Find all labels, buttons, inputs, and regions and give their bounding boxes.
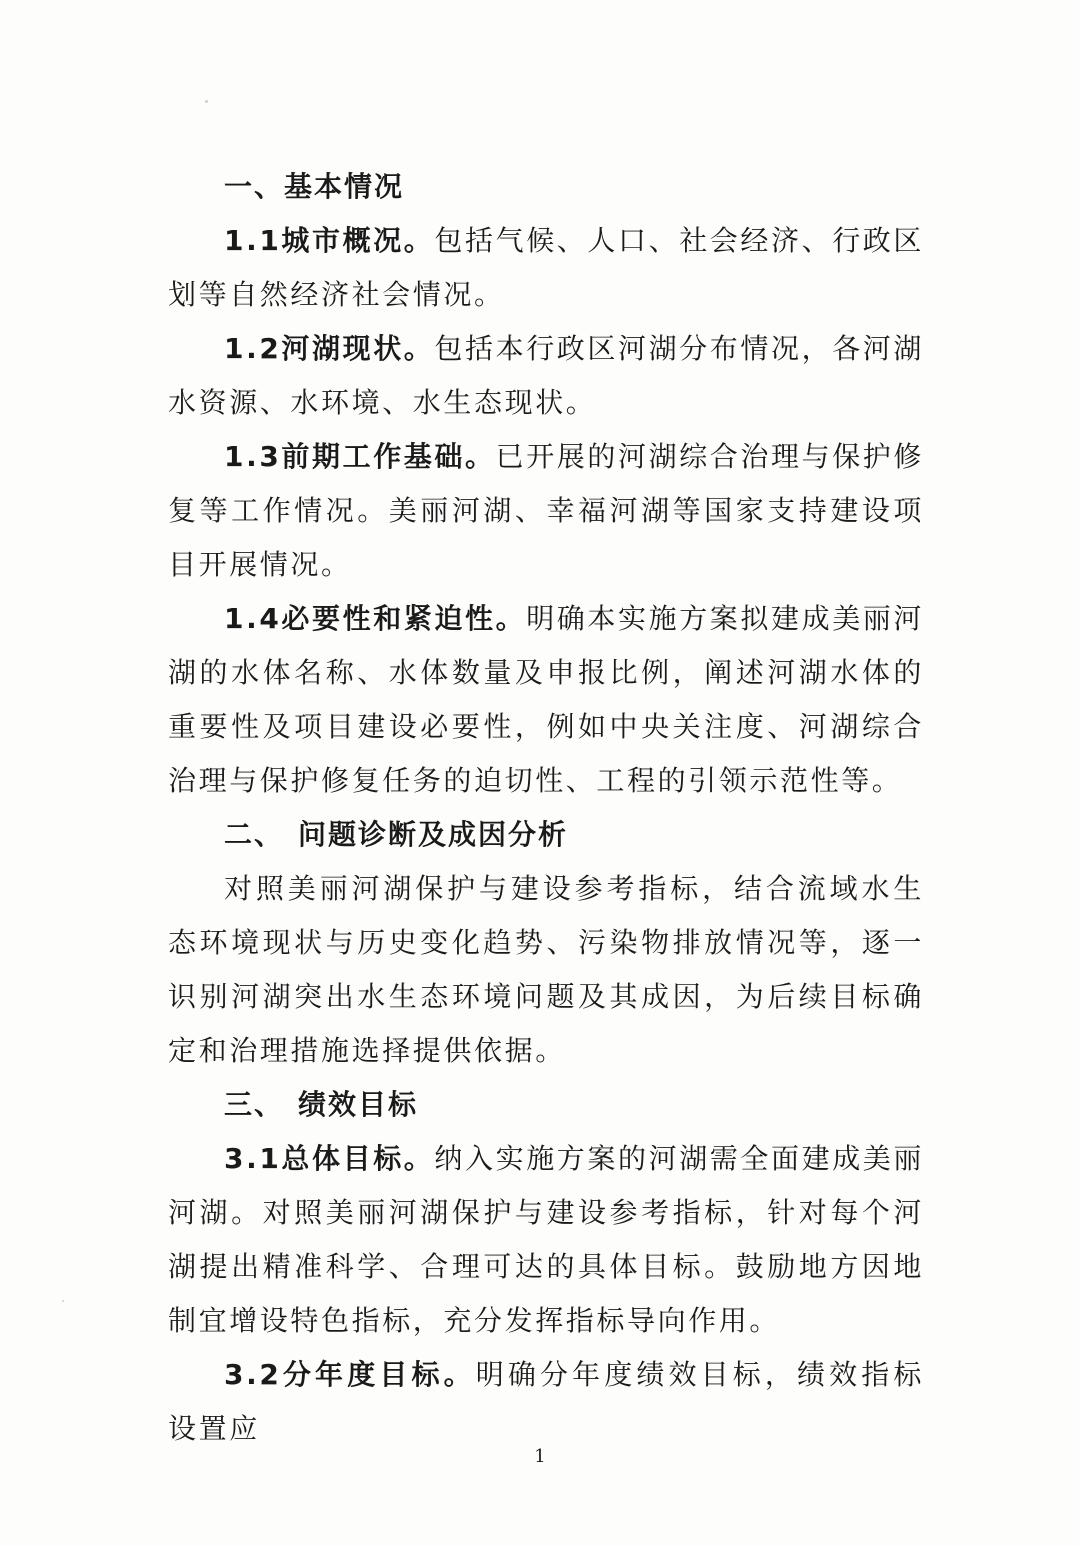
paragraph-label: 1.4必要性和紧迫性。 <box>224 602 527 635</box>
document-body <box>168 160 924 1456</box>
paragraph-problem-diagnosis <box>168 862 924 1078</box>
paragraph-label: 3.1总体目标。 <box>224 1142 435 1175</box>
paragraph-text: 明确分年度绩效目标，绩效指标设置应 <box>168 1358 924 1445</box>
paragraph-label: 1.2河湖现状。 <box>224 332 435 365</box>
paragraph-necessity-urgency <box>168 592 924 808</box>
paragraph-overall-goal <box>168 1132 924 1348</box>
section-heading-number: 二、 <box>224 818 285 851</box>
paragraph-prior-work <box>168 430 924 592</box>
paragraph-annual-goal <box>168 1348 924 1456</box>
section-heading-number: 三、 <box>224 1088 285 1121</box>
section-heading-problem-diagnosis <box>168 808 924 862</box>
section-heading-text: 绩效目标 <box>298 1088 419 1121</box>
paragraph-text: 纳入实施方案的河湖需全面建成美丽河湖。对照美丽河湖保护与建设参考指标，针对每个河湖提出精准科学、合理可达的具体目标。鼓励地方因地制宜增设特色指标，充分发挥指标导向作用。 <box>168 1142 925 1337</box>
section-heading-text: 问题诊断及成因分析 <box>298 818 569 851</box>
paragraph-label: 1.3前期工作基础。 <box>224 440 496 473</box>
paragraph-text: 已开展的河湖综合治理与保护修复等工作情况。美丽河湖、幸福河湖等国家支持建设项目开展情况。 <box>168 440 925 581</box>
paragraph-label: 1.1城市概况。 <box>224 224 435 257</box>
paragraph-label: 3.2分年度目标。 <box>224 1358 476 1391</box>
paragraph-text: 明确本实施方案拟建成美丽河湖的水体名称、水体数量及申报比例，阐述河湖水体的重要性及项目建设必要性，例如中央关注度、河湖综合治理与保护修复任务的迫切性、工程的引领示范性等。 <box>168 602 925 797</box>
section-heading-basic-info <box>168 160 924 214</box>
section-heading-text: 一、基本情况 <box>224 170 405 203</box>
paragraph-text: 包括气候、人口、社会经济、行政区划等自然经济社会情况。 <box>168 224 925 311</box>
paragraph-river-lake-status <box>168 322 924 430</box>
page-number: 1 <box>534 1446 546 1467</box>
scan-speck <box>205 100 208 103</box>
section-heading-performance-goals <box>168 1078 924 1132</box>
paragraph-text: 包括本行政区河湖分布情况，各河湖水资源、水环境、水生态现状。 <box>168 332 925 419</box>
paragraph-city-overview <box>168 214 924 322</box>
scan-speck <box>62 1300 64 1302</box>
paragraph-text: 对照美丽河湖保护与建设参考指标，结合流域水生态环境现状与历史变化趋势、污染物排放情况等，逐一识别河湖突出水生态环境问题及其成因，为后续目标确定和治理措施选择提供依据。 <box>168 872 924 1067</box>
